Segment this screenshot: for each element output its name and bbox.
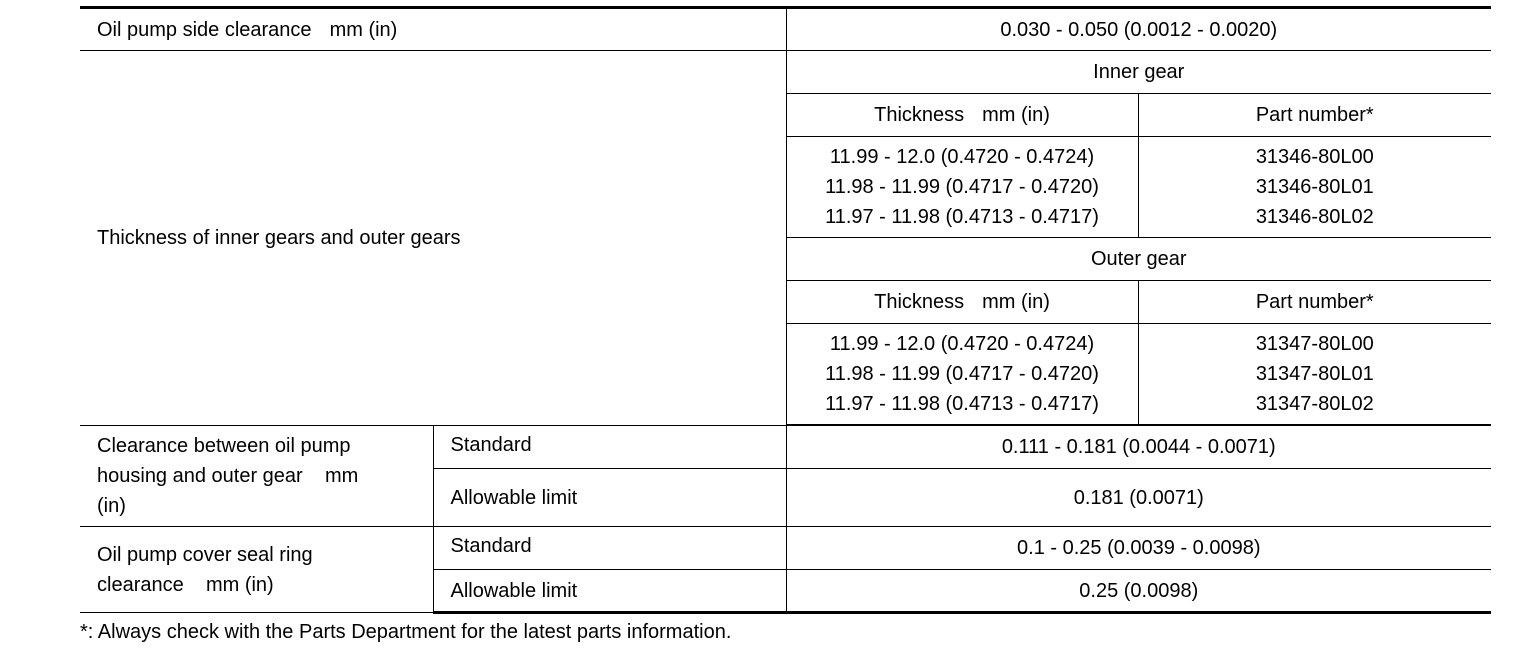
seal-standard-label: Standard [433, 527, 786, 570]
housing-limit-value: 0.181 (0.0071) [786, 469, 1491, 527]
inner-thickness-value: 11.97 - 11.98 (0.4713 - 0.4717) [825, 206, 1099, 228]
seal-limit-value: 0.25 (0.0098) [786, 570, 1491, 613]
gear-thickness-label: Thickness of inner gears and outer gears [80, 51, 786, 426]
seal-standard-value: 0.1 - 0.25 (0.0039 - 0.0098) [786, 527, 1491, 570]
seal-standard-row [80, 527, 1491, 570]
inner-thickness-header: Thickness mm (in) [786, 94, 1138, 137]
outer-thickness-header: Thickness mm (in) [786, 281, 1138, 324]
oil-pump-spec-table [80, 6, 1491, 614]
inner-part-number: 31346-80L01 [1255, 176, 1374, 198]
outer-thickness-value: 11.99 - 12.0 (0.4720 - 0.4724) [829, 333, 1095, 355]
outer-part-header: Part number* [1138, 281, 1491, 324]
outer-part-numbers [1138, 324, 1491, 425]
outer-thickness-values [786, 324, 1138, 425]
housing-standard-value: 0.111 - 0.181 (0.0044 - 0.0071) [786, 426, 1491, 469]
inner-part-numbers [1138, 137, 1491, 238]
seal-limit-label: Allowable limit [433, 570, 786, 613]
inner-part-number: 31346-80L00 [1255, 146, 1374, 168]
seal-ring-clearance-label: Oil pump cover seal ring clearance mm (in) [80, 527, 433, 613]
outer-part-number: 31347-80L02 [1255, 393, 1374, 415]
housing-clearance-label: Clearance between oil pump housing and outer gear mm (in) [80, 426, 433, 527]
outer-gear-title: Outer gear [786, 238, 1491, 281]
outer-part-number: 31347-80L00 [1255, 333, 1374, 355]
inner-thickness-value: 11.98 - 11.99 (0.4717 - 0.4720) [825, 176, 1099, 198]
outer-part-number: 31347-80L01 [1255, 363, 1374, 385]
outer-thickness-value: 11.98 - 11.99 (0.4717 - 0.4720) [825, 363, 1099, 385]
inner-thickness-values [786, 137, 1138, 238]
inner-gear-title: Inner gear [786, 51, 1491, 94]
inner-part-number: 31346-80L02 [1255, 206, 1374, 228]
side-clearance-label: Oil pump side clearance mm (in) [80, 8, 786, 51]
housing-standard-row [80, 426, 1491, 469]
parts-footnote: *: Always check with the Parts Department for the latest parts information. [80, 621, 732, 643]
side-clearance-value: 0.030 - 0.050 (0.0012 - 0.0020) [786, 8, 1491, 51]
inner-gear-title-row [80, 51, 1491, 94]
side-clearance-row [80, 8, 1491, 51]
housing-limit-label: Allowable limit [433, 469, 786, 527]
outer-thickness-value: 11.97 - 11.98 (0.4713 - 0.4717) [825, 393, 1099, 415]
housing-standard-label: Standard [433, 426, 786, 469]
inner-part-header: Part number* [1138, 94, 1491, 137]
inner-thickness-value: 11.99 - 12.0 (0.4720 - 0.4724) [829, 146, 1095, 168]
